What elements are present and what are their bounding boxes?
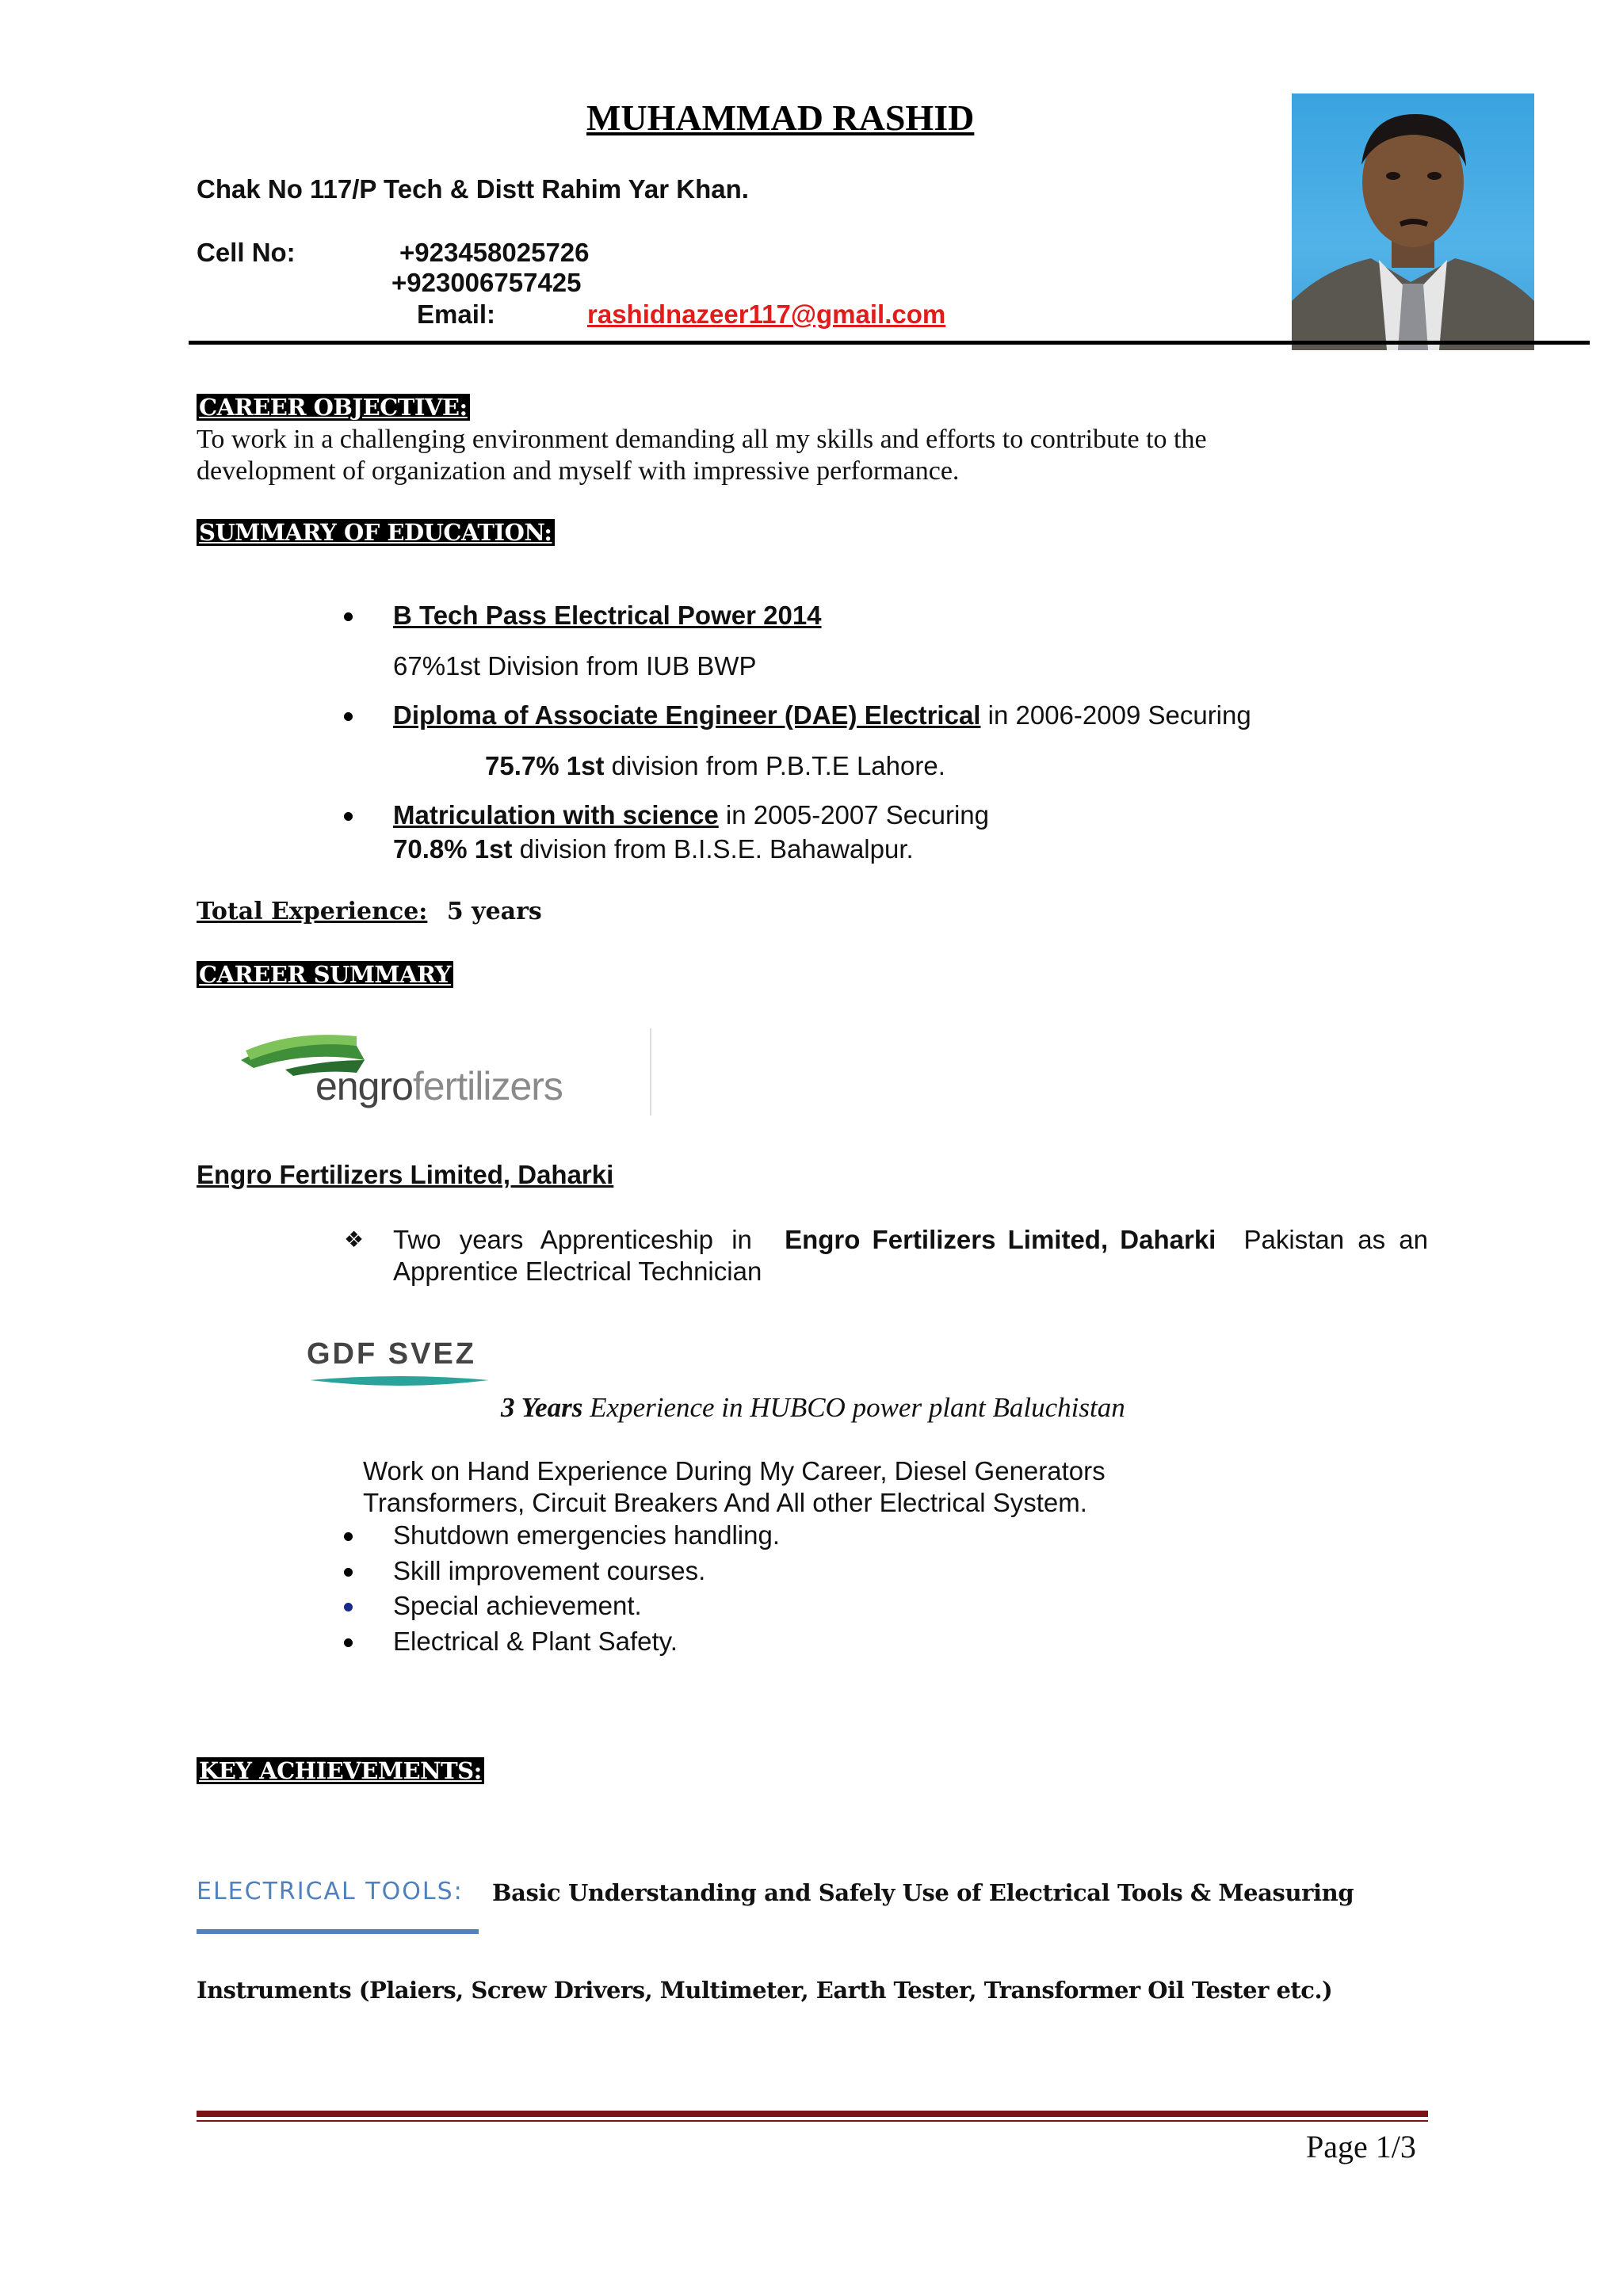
bullet bbox=[344, 812, 353, 821]
electrical-tools-label: ELECTRICAL TOOLS: bbox=[197, 1878, 464, 1905]
education-title-3: Matriculation with science bbox=[393, 800, 719, 830]
apprentice-line-2: Apprentice Electrical Technician bbox=[393, 1257, 762, 1286]
logo-divider bbox=[650, 1028, 651, 1116]
bullet bbox=[344, 1638, 353, 1647]
total-experience bbox=[197, 898, 542, 925]
education-score-2: 75.7% 1st bbox=[485, 751, 605, 780]
bullet bbox=[344, 612, 353, 621]
footer-rule-thick bbox=[197, 2111, 1428, 2117]
gdf-suez-logo bbox=[305, 1337, 495, 1393]
apprentice-part-1: Two years Apprenticeship in bbox=[393, 1225, 771, 1254]
skill-item-3: Special achievement. bbox=[393, 1591, 642, 1620]
footer-rule-thin bbox=[197, 2120, 1428, 2122]
work-experience-line-1: Work on Hand Experience During My Career, Diesel Generators bbox=[363, 1456, 1106, 1486]
gdf-suez-wordmark: GDF SVEZ bbox=[307, 1337, 477, 1371]
diamond-bullet-icon: ❖ bbox=[344, 1227, 365, 1252]
career-objective-heading: CAREER OBJECTIVE: bbox=[197, 394, 470, 421]
education-line-3 bbox=[393, 800, 989, 830]
education-score-3: 70.8% 1st bbox=[393, 834, 513, 864]
bullet bbox=[344, 712, 353, 721]
skill-item-2: Skill improvement courses. bbox=[393, 1556, 706, 1585]
education-line-2 bbox=[393, 700, 1251, 730]
work-experience-line-2: Transformers, Circuit Breakers And All other Electrical System. bbox=[363, 1488, 1087, 1517]
phone-number-2: +923006757425 bbox=[391, 268, 582, 297]
education-heading: SUMMARY OF EDUCATION: bbox=[197, 519, 555, 546]
candidate-name: MUHAMMAD RASHID bbox=[586, 97, 975, 138]
education-suffix-3: in 2005-2007 Securing bbox=[718, 800, 990, 830]
education-detail-3-line bbox=[393, 834, 914, 864]
education-detail-2: division from P.B.T.E Lahore. bbox=[604, 751, 945, 780]
engro-wordmark bbox=[315, 1063, 563, 1109]
phone-number-1: +923458025726 bbox=[399, 238, 590, 267]
education-detail-1: 67%1st Division from IUB BWP bbox=[393, 651, 757, 681]
education-suffix-2: in 2006-2009 Securing bbox=[980, 700, 1251, 730]
education-detail-3: division from B.I.S.E. Bahawalpur. bbox=[512, 834, 914, 864]
key-achievements-heading: KEY ACHIEVEMENTS: bbox=[197, 1757, 484, 1784]
electrical-tools-line-2: Instruments (Plaiers, Screw Drivers, Multimeter, Earth Tester, Transformer Oil Tester etc.) bbox=[197, 1977, 1333, 2004]
electrical-tools-line-1: Basic Understanding and Safely Use of Electrical Tools & Measuring bbox=[492, 1879, 1354, 1906]
cell-label: Cell No: bbox=[197, 238, 296, 267]
bullet bbox=[344, 1568, 353, 1577]
email-label: Email: bbox=[417, 299, 496, 329]
profile-photo bbox=[1292, 93, 1534, 350]
education-detail-2-line bbox=[485, 751, 945, 781]
career-objective-line-2: development of organization and myself with impressive performance. bbox=[197, 456, 960, 486]
email-link[interactable]: rashidnazeer117@gmail.com bbox=[587, 299, 946, 329]
skill-item-1: Shutdown emergencies handling. bbox=[393, 1520, 780, 1550]
engro-logo bbox=[238, 1028, 658, 1116]
total-experience-label: Total Experience: bbox=[197, 898, 428, 925]
hubco-description: Experience in HUBCO power plant Baluchistan bbox=[582, 1392, 1125, 1423]
gdf-swoosh-icon bbox=[305, 1374, 495, 1391]
fertilizers-word: fertilizers bbox=[412, 1064, 563, 1108]
apprentice-line-1 bbox=[393, 1225, 1428, 1255]
header-divider bbox=[189, 341, 1590, 345]
career-objective-line-1: To work in a challenging environment demanding all my skills and efforts to contribute to the bbox=[197, 425, 1207, 454]
bullet bbox=[344, 1603, 353, 1611]
apprentice-company: Engro Fertilizers Limited, Daharki bbox=[785, 1225, 1216, 1254]
skill-item-4: Electrical & Plant Safety. bbox=[393, 1627, 678, 1656]
hubco-experience bbox=[501, 1392, 1125, 1424]
address-line: Chak No 117/P Tech & Distt Rahim Yar Khan. bbox=[197, 174, 749, 204]
total-experience-value: 5 years bbox=[446, 898, 542, 925]
apprentice-part-2: Pakistan as an bbox=[1230, 1225, 1428, 1254]
career-summary-heading: CAREER SUMMARY bbox=[197, 961, 453, 988]
education-title-1: B Tech Pass Electrical Power 2014 bbox=[393, 601, 822, 630]
hubco-years: 3 Years bbox=[501, 1392, 583, 1423]
electrical-tools-underline bbox=[197, 1929, 479, 1934]
engro-word: engro bbox=[315, 1064, 413, 1108]
page-number: Page 1/3 bbox=[1306, 2129, 1416, 2164]
education-title-2: Diploma of Associate Engineer (DAE) Electrical bbox=[393, 700, 981, 730]
company-name: Engro Fertilizers Limited, Daharki bbox=[197, 1160, 614, 1189]
bullet bbox=[344, 1532, 353, 1541]
